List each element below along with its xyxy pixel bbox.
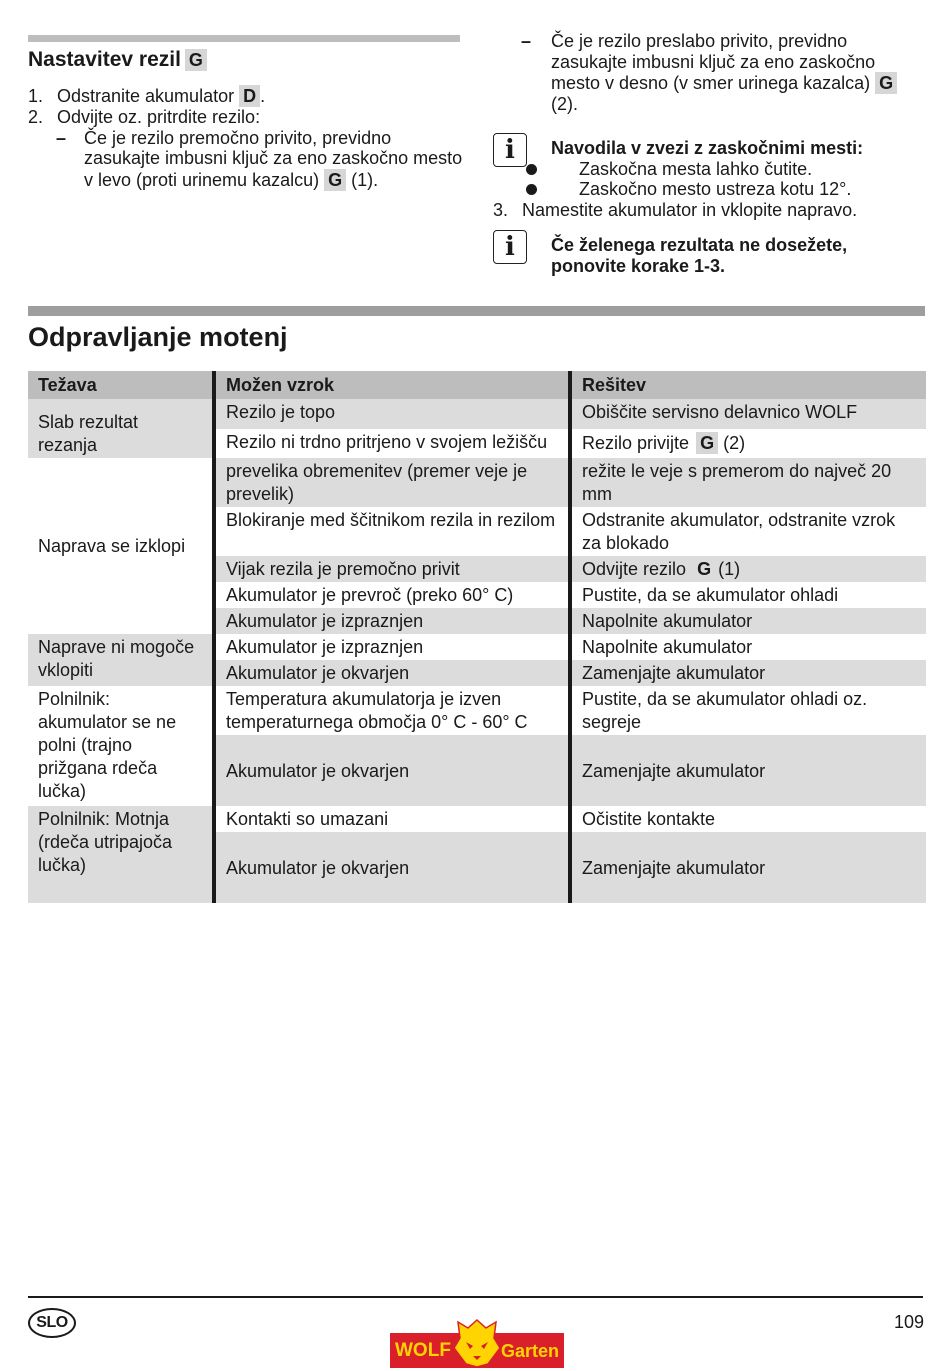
dash-item-tight [28,128,468,191]
step-2 [28,107,468,128]
dash-item-loose [493,31,923,115]
table-row [28,686,926,735]
dash-body [493,31,923,115]
setting-steps-left [28,85,468,191]
table-row [28,806,926,832]
solution-cell: režite le veje s premerom do največ 20 mm [570,458,926,507]
step-number: 1. [28,86,44,106]
problem-cell: Naprava se izklopi [28,458,214,634]
info-line: Če želenega rezultata ne dosežete, [551,235,848,255]
table-row [28,458,926,507]
page-number: 109 [893,1312,924,1332]
step-text: Namestite akumulator in vklopite napravo. [522,200,858,220]
solution-cell [570,556,926,582]
wolf-head-icon [452,1318,502,1368]
step-number: 2. [28,107,44,127]
cause-cell: Akumulator je prevroč (preko 60° C) [214,582,570,608]
dash-icon: – [56,127,67,148]
info-note-1 [551,138,923,200]
step-punct: . [260,86,266,106]
section-divider [28,306,925,316]
language-badge: SLO [28,1308,76,1338]
solution-cell: Očistite kontakte [570,806,926,832]
bullet-icon [526,164,537,175]
info-icon: i [493,230,527,264]
cause-cell: Temperatura akumulatorja je izven temperaturnega območja 0° C - 60° C [214,686,570,735]
cause-cell: Akumulator je okvarjen [214,660,570,686]
solution-cell [570,429,926,459]
logo-wordmark-right: Garten [500,1341,559,1361]
dash-icon: – [521,31,532,51]
cause-cell: Rezilo je topo [214,399,570,429]
info-heading: Navodila v zvezi z zaskočnimi mesti: [551,138,864,158]
problem-cell: Polnilnik: Motnja (rdeča utripajoča lučka) [28,806,214,903]
info-line: ponovite korake 1-3. [551,255,726,276]
solution-cell: Napolnite akumulator [570,634,926,660]
solution-text: Rezilo privijte [582,433,690,454]
column-header: Rešitev [570,371,926,399]
figure-ref-d: D [239,85,260,107]
table-row [28,399,926,429]
solution-suffix: (1) [718,559,741,579]
cause-cell: Blokiranje med ščitnikom rezila in rezilom [214,507,570,556]
logo-wordmark-left: WOLF [395,1340,451,1361]
cause-cell: Kontakti so umazani [214,806,570,832]
cause-cell: Akumulator je okvarjen [214,735,570,806]
solution-cell: Pustite, da se akumulator ohladi oz. segreje [570,686,926,735]
solution-suffix: (2) [723,433,746,454]
bullet-item [523,179,923,200]
figure-ref-g: G [697,559,712,579]
figure-ref-g: G [185,49,207,71]
table-header-row [28,371,926,399]
dash-suffix: (1). [351,169,379,190]
setting-title [28,48,207,72]
wolf-garten-logo [390,1318,564,1368]
solution-cell: Zamenjajte akumulator [570,735,926,806]
top-divider [28,35,460,42]
info-note-2 [551,235,923,276]
solution-cell: Napolnite akumulator [570,608,926,634]
step-1 [28,85,468,107]
step-number: 3. [493,200,509,220]
cause-cell: Rezilo ni trdno pritrjeno v svojem ležišču [214,429,570,459]
setting-steps-right [493,31,923,115]
column-header: Možen vzrok [214,371,570,399]
cause-cell: Akumulator je okvarjen [214,832,570,903]
step-text: Odvijte oz. pritrdite rezilo: [57,107,261,127]
dash-body [56,128,468,191]
solution-cell: Obiščite servisno delavnico WOLF [570,399,926,429]
solution-text: Odvijte rezilo [582,559,687,579]
bullet-item [523,159,923,180]
bullet-text: Zaskočno mesto ustreza kotu 12°. [579,179,852,199]
dash-text: Če je rezilo preslabo privito, previdno zasukajte imbusni ključ za eno zaskočno mesto v desno (v smer urinega kazalca) [551,31,876,93]
table-row [28,634,926,660]
cause-cell: Akumulator je izpraznjen [214,634,570,660]
dash-text: Če je rezilo premočno privito, previdno zasukajte imbusni ključ za eno zaskočno mesto v levo (proti urinemu kazalcu) [84,127,463,190]
solution-cell: Zamenjajte akumulator [570,660,926,686]
section-title: Odpravljanje motenj [28,322,288,352]
step-text: Odstranite akumulator [57,86,235,106]
info-icon: i [493,133,527,167]
figure-ref-g: G [696,432,718,454]
cause-cell: Akumulator je izpraznjen [214,608,570,634]
cause-cell: prevelika obremenitev (premer veje je prevelik) [214,458,570,507]
troubleshooting-table [28,371,926,903]
dash-suffix: (2). [551,94,578,114]
footer-divider [28,1296,923,1298]
solution-cell: Pustite, da se akumulator ohladi [570,582,926,608]
figure-ref-g: G [324,169,346,191]
cause-cell: Vijak rezila je premočno privit [214,556,570,582]
step-3 [493,200,923,221]
column-header: Težava [28,371,214,399]
problem-cell: Slab rezultat rezanja [28,399,214,458]
solution-cell: Odstranite akumulator, odstranite vzrok za blokado [570,507,926,556]
problem-cell: Polnilnik: akumulator se ne polni (trajno prižgana rdeča lučka) [28,686,214,806]
setting-title-text: Nastavitev rezil [28,48,181,71]
bullet-text: Zaskočna mesta lahko čutite. [579,158,813,179]
solution-cell: Zamenjajte akumulator [570,832,926,903]
problem-cell: Naprave ni mogoče vklopiti [28,634,214,686]
figure-ref-g: G [875,72,897,94]
bullet-icon [526,184,537,195]
